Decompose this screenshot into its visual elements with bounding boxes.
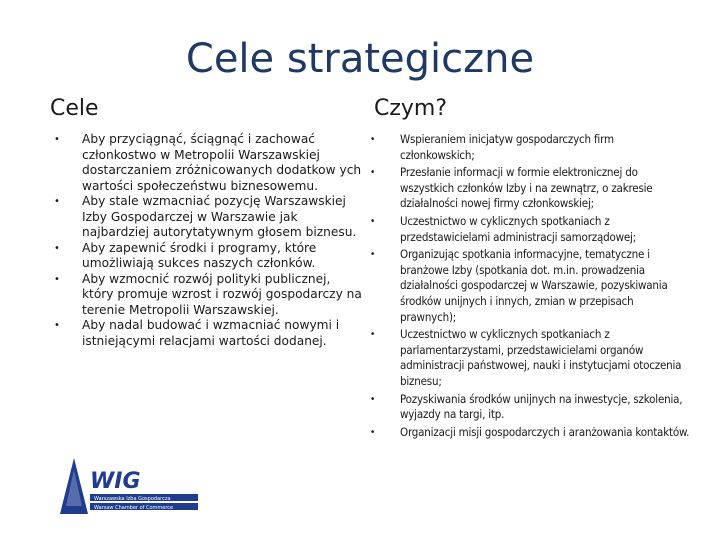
logo-text: WIG xyxy=(90,469,141,494)
means-text: Uczestnictwo w cyklicznych spotkaniach z parlamentarzystami, przedstawicielami organów administracji państwowej, nauki i instytucjami otoczenia biznesu; xyxy=(400,327,682,388)
means-text: Organizując spotkania informacyjne, tematyczne i branżowe Izby (spotkania dot. m.in. prowadzenia działalności gospodarczej w Warszawie, pozyskiwania środków unijnych i innych, zmian w przepisach prawnych); xyxy=(400,247,668,324)
goals-list xyxy=(54,132,364,349)
list-item xyxy=(370,165,690,212)
goal-text: Aby nadal budować i wzmacniać nowymi i istniejącymi relacjami wartości dodanej. xyxy=(82,318,340,348)
goals-heading: Cele xyxy=(50,96,99,121)
means-text: Uczestnictwo w cyklicznych spotkaniach z przedstawicielami administracji samorządowej; xyxy=(400,213,636,244)
goal-text: Aby stale wzmacniać pozycję Warszawskiej Izby Gospodarczej w Warszawie jak najbardziej autorytatywnym głosem biznesu. xyxy=(82,194,357,239)
wig-logo xyxy=(56,456,216,516)
bullet-icon: • xyxy=(370,215,376,227)
bullet-icon: • xyxy=(54,196,60,207)
bullet-icon: • xyxy=(54,320,60,331)
goal-text: Aby zapewnić środki i programy, które umożliwiają sukces naszych członków. xyxy=(82,240,317,270)
logo-line1: Warszawska Izba Gospodarcza xyxy=(94,496,171,502)
bullet-icon: • xyxy=(370,134,376,145)
bullet-icon: • xyxy=(54,273,60,285)
list-item xyxy=(370,132,690,163)
list-item xyxy=(54,240,364,272)
list-item xyxy=(54,271,364,319)
list-item xyxy=(54,194,364,241)
list-item xyxy=(54,132,364,194)
goal-text: Aby przyciągnąć, ściągnąć i zachować członkostwo w Metropolii Warszawskiej dostarczaniem zróżnicowanych dodatkow ych wartości społeczeństwu biznesowemu. xyxy=(82,132,362,193)
bullet-icon: • xyxy=(370,393,376,405)
goal-text: Aby wzmocnić rozwój polityki publicznej, który promuje wzrost i rozwój gospodarczy na terenie Metropolii Warszawskiej. xyxy=(82,271,362,317)
means-heading: Czym? xyxy=(374,96,448,121)
bullet-icon: • xyxy=(370,249,376,261)
means-text: Przesłanie informacji w formie elektronicznej do wszystkich członków Izby i na zewnątrz, o zakresie działalności nowej firmy członkowskiej; xyxy=(400,165,653,211)
logo-line2: Warsaw Chamber of Commerce xyxy=(94,505,174,511)
bullet-icon: • xyxy=(370,426,376,438)
list-item xyxy=(370,247,690,325)
means-list xyxy=(370,132,690,442)
bullet-icon: • xyxy=(370,167,376,179)
list-item xyxy=(370,213,690,245)
bullet-icon: • xyxy=(370,329,376,341)
list-item xyxy=(370,327,690,389)
means-text: Pozyskiwania środków unijnych na inwestycje, szkolenia, wyjazdy na targi, itp. xyxy=(400,391,683,422)
bullet-icon: • xyxy=(54,242,60,254)
list-item xyxy=(370,391,690,423)
means-text: Organizacji misji gospodarczych i aranżowania kontaktów. xyxy=(400,424,690,439)
slide-title: Cele strategiczne xyxy=(185,36,535,82)
list-item xyxy=(370,424,690,441)
list-item xyxy=(54,318,364,349)
means-text: Wspieraniem inicjatyw gospodarczych firm członkowskich; xyxy=(400,132,614,162)
bullet-icon: • xyxy=(54,134,60,145)
